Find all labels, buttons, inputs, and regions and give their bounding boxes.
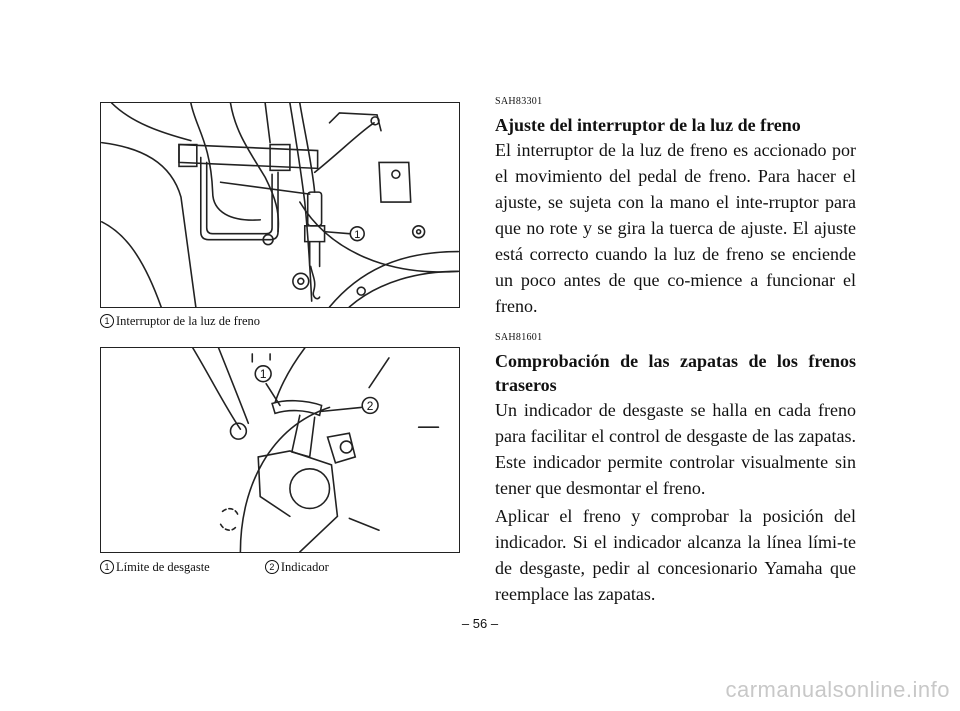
- caption-number: 2: [265, 560, 279, 574]
- watermark: carmanualsonline.info: [725, 677, 950, 702]
- caption-text: Límite de desgaste: [116, 560, 210, 574]
- page-number: – 56 –: [461, 616, 499, 631]
- brake-wear-indicator-illustration: [101, 348, 459, 552]
- figure1-callout: 1: [354, 229, 361, 242]
- section-brake-shoe-check: [495, 332, 856, 607]
- caption-text: Indicador: [280, 560, 329, 574]
- section-paragraph: Aplicar el freno y comprobar la posición del indicador. Si el indicador alcanza la línea lími-te de desgaste, pedir al concesionario Yamaha que reemplace las zapatas.: [495, 506, 856, 604]
- section-heading: Comprobación de las zapatas de los frenos traseros: [495, 351, 856, 395]
- figure2-caption: [100, 560, 329, 575]
- section-code: SAH81601: [495, 332, 543, 343]
- section-paragraph: Un indicador de desgaste se halla en cada freno para facilitar el control de desgaste de las zapatas. Este indicador permite controlar visualmente sin tener que desmontar el freno.: [495, 400, 856, 498]
- caption-number: 1: [100, 314, 114, 328]
- caption-item: [265, 560, 329, 575]
- figure-brake-wear-indicator: [100, 347, 460, 553]
- figure2-callout-1: 1: [259, 367, 267, 382]
- figure2-callout-2: 2: [366, 398, 374, 413]
- section-code: SAH83301: [495, 96, 543, 107]
- caption-text: Interruptor de la luz de freno: [116, 314, 261, 328]
- section-brake-switch-adjustment: [495, 96, 856, 319]
- section-heading: Ajuste del interruptor de la luz de freno: [495, 115, 801, 135]
- figure1-caption: [100, 314, 260, 329]
- caption-item: [100, 560, 210, 575]
- brake-light-switch-illustration: [101, 103, 459, 307]
- caption-number: 1: [100, 560, 114, 574]
- section-paragraph: El interruptor de la luz de freno es accionado por el movimiento del pedal de freno. Para hacer el ajuste, se sujeta con la mano el inte-rruptor para que no rote y se gira la tuerca de ajuste. El ajuste está correcto cuando la luz de freno se enciende un poco antes de que co-mience a funcionar el freno.: [495, 140, 856, 316]
- caption-item: [100, 314, 260, 329]
- figure-brake-light-switch: [100, 102, 460, 308]
